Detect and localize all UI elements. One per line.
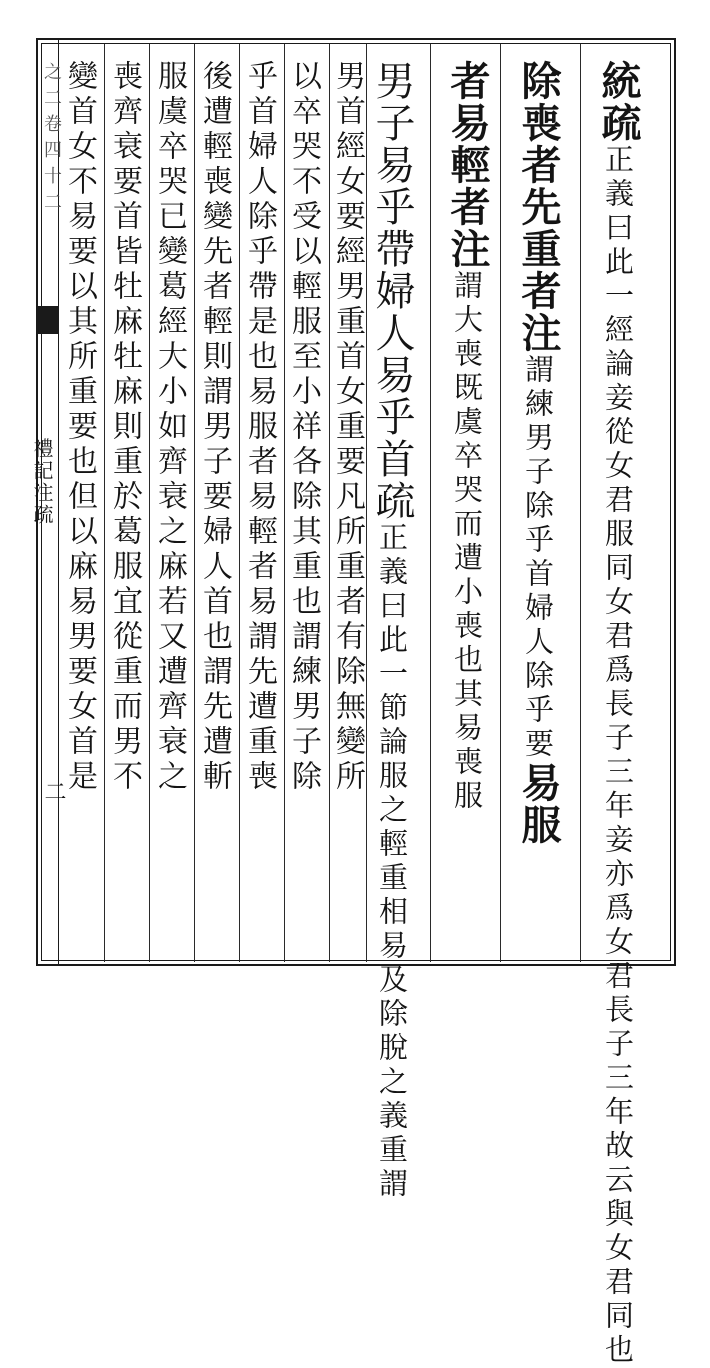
column-rule <box>239 44 240 962</box>
column-4-main-text: 男子易乎帶婦人易乎首疏 <box>369 60 415 522</box>
column-2-main-text: 除喪者先重者注 <box>515 60 562 354</box>
column-2-main-text-end: 易服 <box>515 762 562 846</box>
column-4-commentary: 正義曰此一節論服之輕重相易及除脫之義重謂 <box>375 522 409 1202</box>
book-title: 禮記注疏 <box>30 438 54 526</box>
text-column-10: 喪齊衰要首皆牡麻牡麻則重於葛服宜從重而男不 <box>107 60 142 795</box>
text-column-6: 以卒哭不受以輕服至小祥各除其重也謂練男子除 <box>286 60 321 795</box>
column-rule <box>430 44 431 962</box>
text-column-2 <box>515 60 562 846</box>
column-2-note: 謂練男子除乎首婦人除乎要 <box>521 354 555 762</box>
text-column-4 <box>369 60 415 1202</box>
column-rule <box>580 44 581 962</box>
column-3-note: 謂大喪既虞卒哭而遭小喪也其易喪服 <box>450 270 484 814</box>
column-rule <box>194 44 195 962</box>
column-rule <box>149 44 150 962</box>
column-1-commentary: 正義曰此一經論妾從女君服同女君爲長子三年妾亦爲女君長子三年故云與女君同也 <box>601 144 635 1368</box>
margin-fishtail-mark <box>38 306 58 334</box>
text-column-9: 服虞卒哭已變葛經大小如齊衰之麻若又遭齊衰之 <box>152 60 187 795</box>
column-1-heading: 統疏 <box>595 60 642 144</box>
text-column-11: 變首女不易要以其所重要也但以麻易男要女首是 <box>62 60 97 795</box>
text-column-3 <box>444 60 491 814</box>
page-number: 二 <box>41 780 66 802</box>
text-column-1 <box>595 60 642 1368</box>
column-rule <box>500 44 501 962</box>
text-column-8: 後遭輕喪變先者輕則謂男子要婦人首也謂先遭斬 <box>197 60 232 795</box>
column-3-main-text: 者易輕者注 <box>444 60 491 270</box>
text-column-5: 男首經女要經男重首女重要凡所重者有除無變所 <box>330 60 365 795</box>
column-rule <box>366 44 367 962</box>
column-rule <box>104 44 105 962</box>
margin-fragment-text: 之二卷四十二 <box>41 62 62 218</box>
column-rule <box>284 44 285 962</box>
text-column-7: 乎首婦人除乎帶是也易服者易輕者易謂先遭重喪 <box>242 60 277 795</box>
